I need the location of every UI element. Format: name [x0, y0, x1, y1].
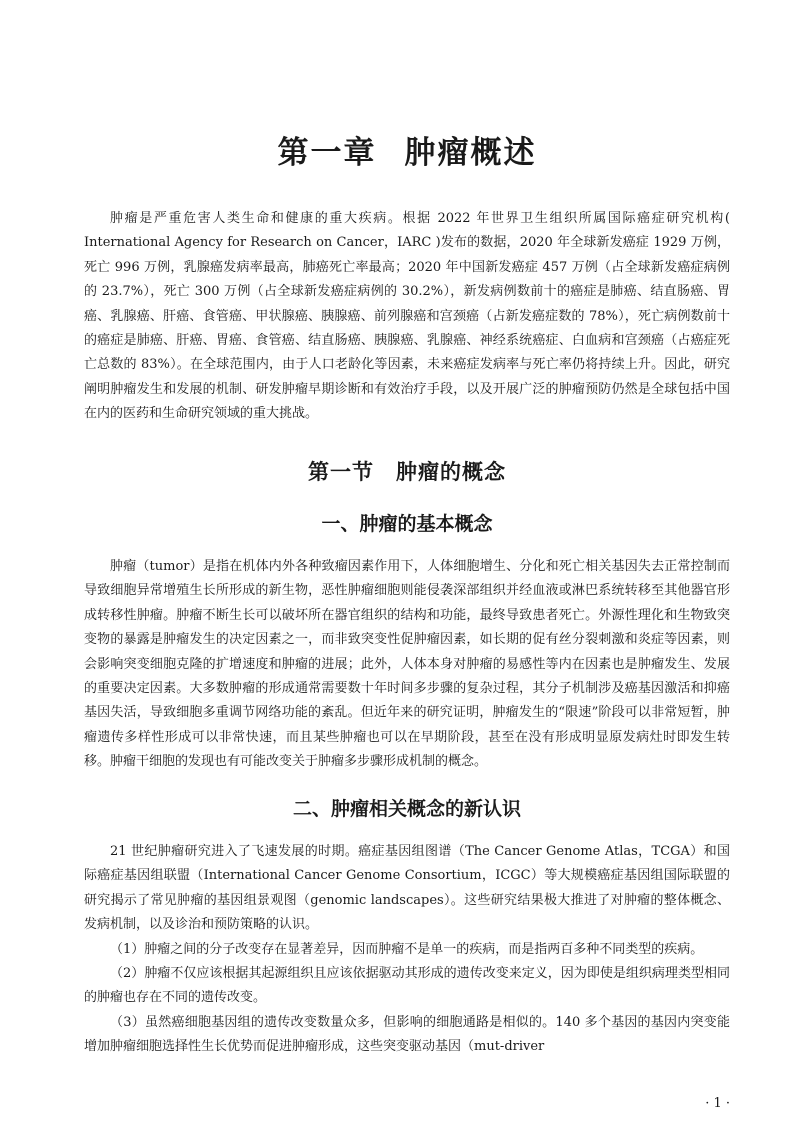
- intro-paragraph: 肿瘤是严重危害人类生命和健康的重大疾病。根据 2022 年世界卫生组织所属国际癌症研究机构( International Agency for Research on Cancer，IARC )发布的数据，2020 年全球新发癌症 1929 万例，死亡 996 万例，乳腺癌发病率最高，肺癌死亡率最高；2020 年中国新发癌症 457 万例（占全球新发癌症病例的 23.7%），死亡 300 万例（占全球新发癌症病例的 30.2%），新发病例数前十的癌症是肺癌、结直肠癌、胃癌、乳腺癌、肝癌、食管癌、甲状腺癌、胰腺癌、前列腺癌和宫颈癌（占新发癌症数的 78%），死亡病例数前十的癌症是肺癌、肝癌、胃癌、食管癌、结直肠癌、胰腺癌、乳腺癌、神经系统癌症、白血病和宫颈癌（占癌症死亡总数的 83%）。在全球范围内，由于人口老龄化等因素，未来癌症发病率与死亡率仍将持续上升。因此，研究阐明肿瘤发生和发展的机制、研发肿瘤早期诊断和有效治疗手段，以及开展广泛的肿瘤预防仍然是全球包括中国在内的医药和生命研究领域的重大挑战。: [84, 211, 730, 422]
- chapter-name: 肿瘤概述: [404, 135, 537, 171]
- list-item: （2）肿瘤不仅应该根据其起源组织且应该依据驱动其形成的遗传改变来定义，因为即使是组织病理类型相同的肿瘤也存在不同的遗传改变。: [84, 966, 730, 1006]
- paragraph: 肿瘤（tumor）是指在机体内外各种致瘤因素作用下，人体细胞增生、分化和死亡相关基因失去正常控制而导致细胞异常增殖生长所形成的新生物，恶性肿瘤细胞则能侵袭深部组织并经血液或淋巴系统转移至其他器官形成转移性肿瘤。肿瘤不断生长可以破坏所在器官组织的结构和功能，最终导致患者死亡。外源性理化和生物致突变物的暴露是肿瘤发生的决定因素之一，而非致突变性促肿瘤因素，如长期的促有丝分裂刺激和炎症等因素，则会影响突变细胞克隆的扩增速度和肿瘤的进展；此外，人体本身对肿瘤的易感性等内在因素也是肿瘤发生、发展的重要决定因素。大多数肿瘤的形成通常需要数十年时间多步骤的复杂过程，其分子机制涉及癌基因激活和抑癌基因失活，导致细胞多重调节网络功能的紊乱。但近年来的研究证明，肿瘤发生的“限速”阶段可以非常短暂，肿瘤遗传多样性形成可以非常快速，而且某些肿瘤也可以在早期阶段，甚至在没有形成明显原发病灶时即发生转移。肿瘤干细胞的发现也有可能改变关于肿瘤多步骤形成机制的概念。: [84, 559, 730, 770]
- subsection-2-body: [84, 840, 730, 1060]
- chapter-title: [84, 135, 730, 172]
- document-page: [84, 0, 730, 1146]
- intro-block: [84, 207, 730, 427]
- section-title: [84, 459, 730, 484]
- page-number: · 1 ·: [705, 1096, 730, 1111]
- paragraph: 21 世纪肿瘤研究进入了飞速发展的时期。癌症基因组图谱（The Cancer Genome Atlas，TCGA）和国际癌症基因组联盟（International Cancer Genome Consortium，ICGC）等大规模癌症基因组国际联盟的研究揭示了常见肿瘤的基因组景观图（genomic landscapes）。这些研究结果极大推进了对肿瘤的整体概念、发病机制，以及诊治和预防策略的认识。: [84, 844, 730, 933]
- section-label: 第一节: [308, 459, 374, 484]
- subsection-1-body: [84, 555, 730, 775]
- subsection-title-1: 一、肿瘤的基本概念: [321, 513, 493, 535]
- section-name: 肿瘤的概念: [396, 459, 506, 484]
- chapter-label: 第一章: [277, 135, 377, 171]
- list-item: （3）虽然癌细胞基因组的遗传改变数量众多，但影响的细胞通路是相似的。140 多个基因的基因内突变能增加肿瘤细胞选择性生长优势而促进肿瘤形成，这些突变驱动基因（mut-driver: [84, 1014, 730, 1055]
- subsection-title-2: 二、肿瘤相关概念的新认识: [292, 798, 521, 820]
- list-item: （1）肿瘤之间的分子改变存在显著差异，因而肿瘤不是单一的疾病，而是指两百多种不同类型的疾病。: [110, 941, 704, 957]
